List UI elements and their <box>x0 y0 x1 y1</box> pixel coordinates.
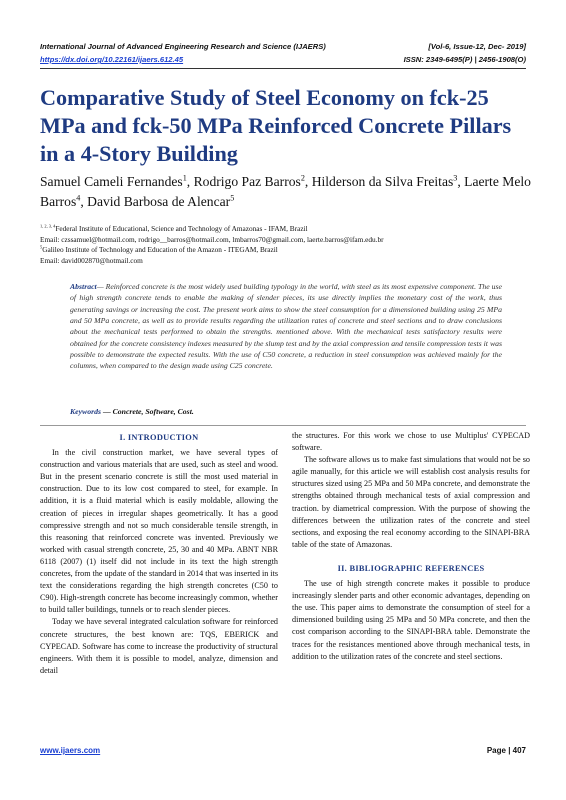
doi-line <box>40 55 526 64</box>
author-name: , David Barbosa de Alencar <box>80 194 231 209</box>
doi-link[interactable]: https://dx.doi.org/10.22161/ijaers.612.45 <box>40 55 184 64</box>
affiliation-text: Galileo Institute of Technology and Education of the Amazon - ITEGAM, Brazil <box>42 245 278 254</box>
author-sup: 5 <box>230 193 235 203</box>
abstract <box>70 281 502 372</box>
affiliation-sup: 5 <box>40 244 43 250</box>
author-list <box>40 172 540 212</box>
paragraph: In the civil construction market, we have several types of construction and various materials that are used, such as steel and wood. But in the present scenario concrete is still the most used material in construction. Due to its low cost compared to steel, for example. In addition, it is a fluid material which is easily moldable, allowing the creation of pieces in irregular shapes geometrically. It has a good compressive strength and not so much considerable tensile strength, in this reasoning that reinforced concrete was invented. Previously we worked with casual strength concrete, 25, 30 and 40 MPa. ABNT NBR 6118 (2007) (1) itself did not include in its text the high strength concretes, from the update of the standard in 2014 that was inserted in its text the considerations regarding the high strength concretes (C50 to C90). High-strength concrete has become increasingly common, whether to build taller buildings, tunnels or to reach slender pieces. <box>40 448 278 615</box>
paragraph: The software allows us to make fast simulations that would not be so agile manually, for this article we will establish cost analysis results for structures sized using 25 MPa and 50 MPa concrete, and demonstrate the strengths obtained through mechanical tests of axial compression and traction. by diametrical compression. With the purpose of showing the differences between the utilization rates of the concrete and steel sections, and exposing the real economy according to the SINAPI-BRA table of the state of Amazonas. <box>292 455 530 549</box>
affiliation-line <box>40 245 540 256</box>
abstract-divider <box>40 425 526 426</box>
issn: ISSN: 2349-6495(P) | 2456-1908(O) <box>403 55 526 64</box>
journal-name: International Journal of Advanced Engineering Research and Science (IJAERS) <box>40 42 326 51</box>
section-heading: I. INTRODUCTION <box>119 433 199 442</box>
author-sup: 2 <box>300 173 305 183</box>
paragraph: Today we have several integrated calculation software for reinforced concrete structures, the best known are: TQS, EBERICK and CYPECAD. Software has come to increase the productivity of structural engineers. With them it is possible to model, analyze, dimension and detail <box>40 617 278 675</box>
volume-issue: [Vol-6, Issue-12, Dec- 2019] <box>428 42 526 51</box>
abstract-label: Abstract <box>70 282 97 291</box>
right-column <box>292 430 530 663</box>
section-heading: II. BIBLIOGRAPHIC REFERENCES <box>337 563 485 573</box>
author-sup: 1 <box>182 173 187 183</box>
author-name: , Laerte Melo Barros <box>40 174 531 209</box>
running-header <box>40 42 526 51</box>
author-sup: 4 <box>76 193 81 203</box>
affiliation-email: Email: david002870@hotmail.com <box>40 255 143 265</box>
page-number: Page | 407 <box>486 746 526 755</box>
abstract-text: — Reinforced concrete is the most widely used building typology in the world, with steel as its most expensive component. The use of high strength concrete tends to enable the making of slender pieces, its use directly implies the monetary cost of the work, thus generating savings or increasing the cost. The present work aims to show the steel consumption for a dimensioned building using 25 MPa and 50 MPa concrete, as well as to provide results regarding the utilization rates of concrete and steel sections and to draw conclusions about the mechanical tests performed to obtain the strengths. mentioned above. With the mechanical tests satisfactory results were obtained for the concrete consistency indexes measured by the slump test and by the axial compression and tensile compression tests it was possible to demonstrate the expected results. With the use of C50 concrete, a reduction in steel consumption was achieved mainly for the columns, when compared to the design made using C25 concrete. <box>70 282 502 371</box>
keywords-text: — Concrete, Software, Cost. <box>101 407 194 416</box>
affiliation-email: Email: czssamuel@hotmail.com, rodrigo__barros@hotmail.com, lmbarros70@gmail.com, laerte.barros@ifam.edu.br <box>40 234 384 244</box>
journal-url[interactable]: www.ijaers.com <box>40 746 101 755</box>
header-rule <box>40 68 526 69</box>
affiliation-sup: 1, 2, 3, 4 <box>40 223 56 229</box>
author-name: Samuel Cameli Fernandes <box>40 174 183 189</box>
author-sup: 3 <box>453 173 458 183</box>
left-column <box>40 430 278 677</box>
paragraph: The use of high strength concrete makes it possible to produce increasingly slender parts and other economic advantages, depending on the use. This paper aims to demonstrate the consumption of steel for a dimensioned building using 25 MPa and 50 MPa concrete, and then the cost comparison according to the SINAPI-BRA table. Demonstrate the traces for the resistances mentioned above through mechanical tests, in addition to the utilization rates of the concrete and steel sections. <box>292 579 530 661</box>
affiliations <box>40 224 540 266</box>
paragraph: the structures. For this work we chose to use Multiplus' CYPECAD software. <box>292 431 530 453</box>
affiliation-text: Federal Institute of Educational, Science and Technology of Amazonas - IFAM, Brazil <box>55 224 308 233</box>
keywords-label: Keywords <box>70 407 101 416</box>
paper-title: Comparative Study of Steel Economy on fck-25 MPa and fck-50 MPa Reinforced Concrete Pillars in a 4-Story Building <box>40 85 512 166</box>
keywords <box>70 407 502 416</box>
author-name: , Hilderson da Silva Freitas <box>304 174 454 189</box>
author-name: , Rodrigo Paz Barros <box>186 174 301 189</box>
affiliation-line <box>40 224 540 235</box>
